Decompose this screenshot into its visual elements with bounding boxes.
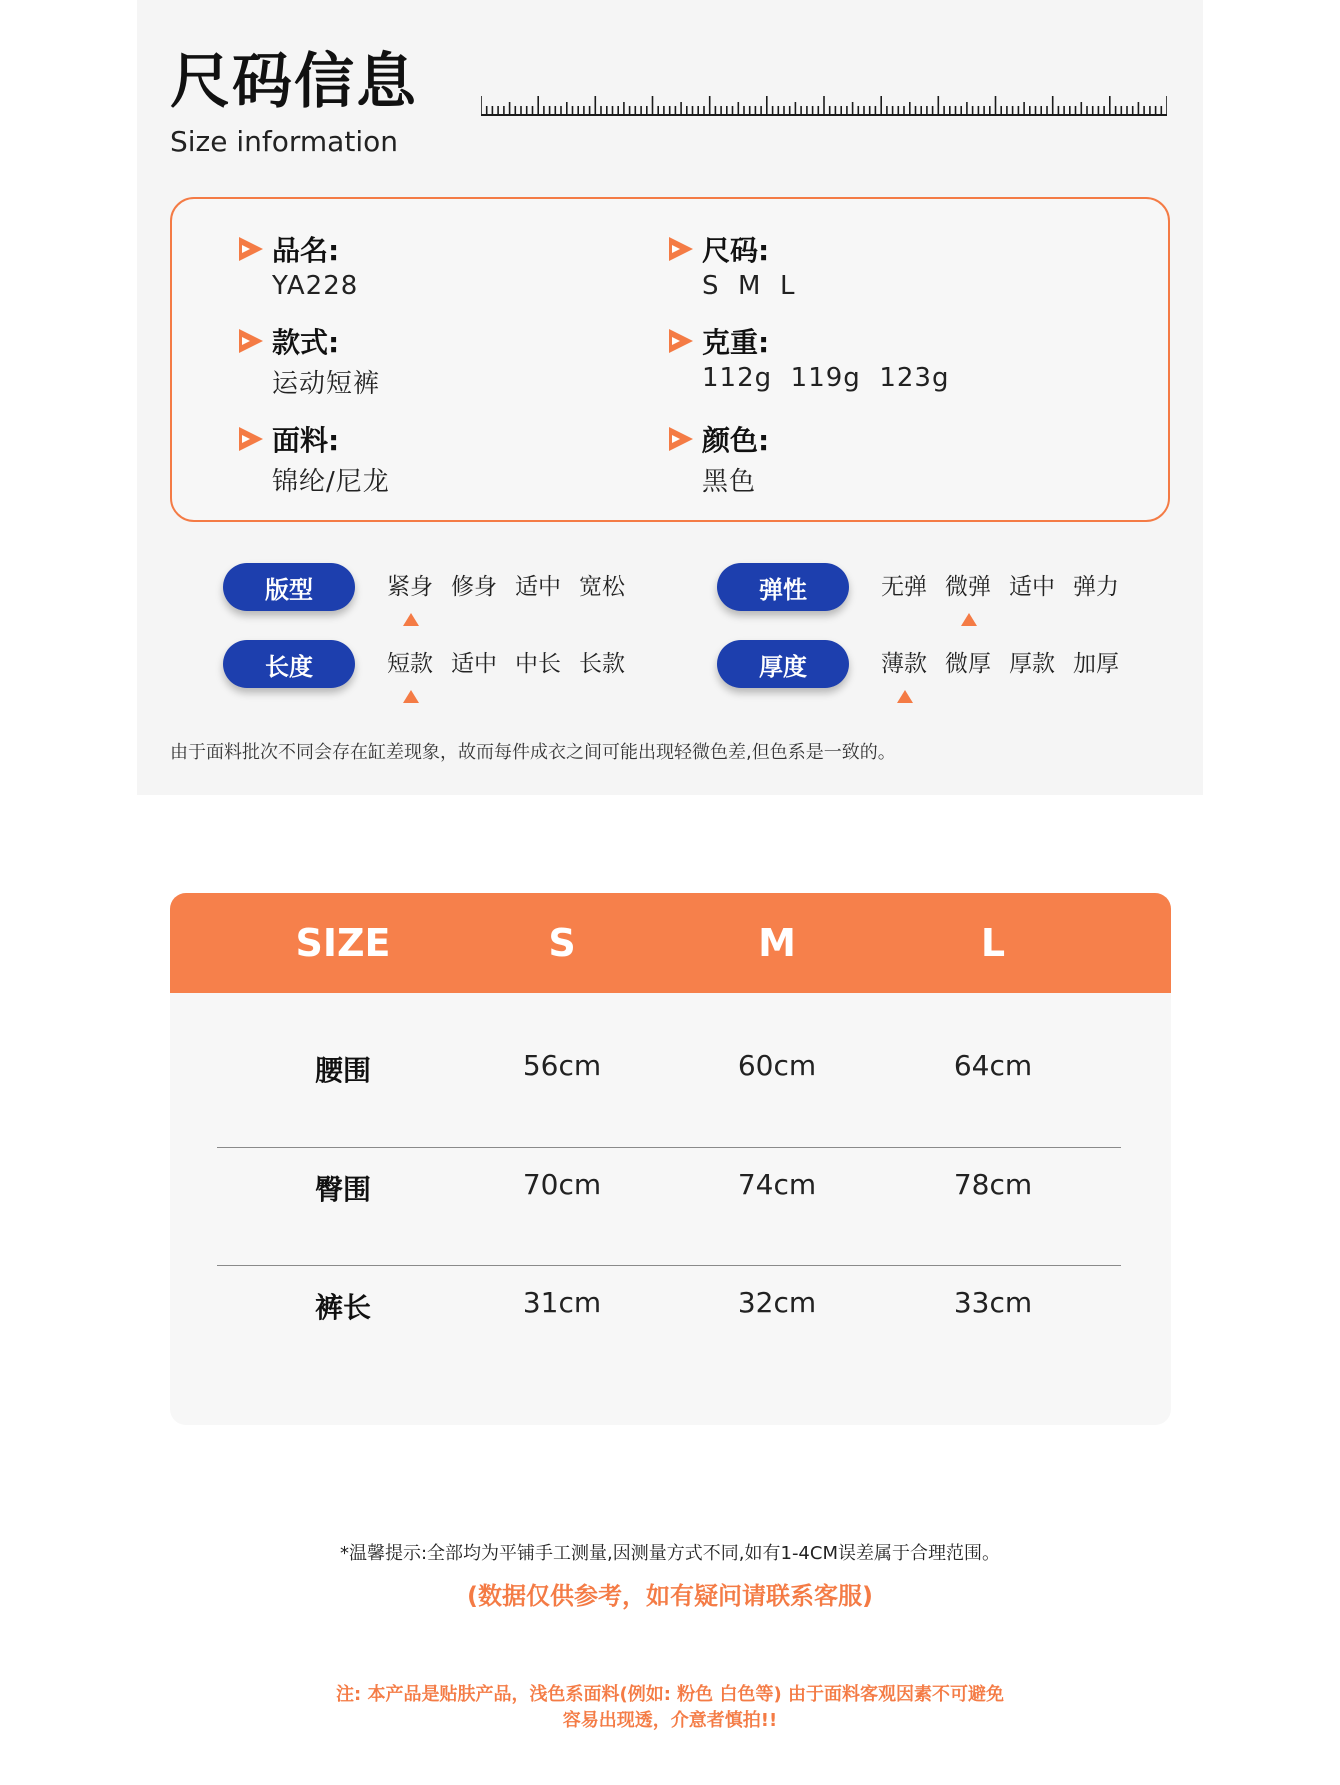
header-l: L: [980, 921, 1006, 965]
header-size: SIZE: [295, 921, 391, 965]
cell-s: 31cm: [522, 1286, 602, 1319]
attr-elasticity: [717, 563, 1119, 611]
spec-style-value: 运动短裤: [272, 369, 381, 399]
page-subtitle: Size information: [170, 125, 398, 158]
cell-m: 74cm: [737, 1168, 817, 1201]
fit-pill: 版型: [223, 563, 355, 611]
warning-line-1: 注: 本产品是贴肤产品，浅色系面料(例如: 粉色 白色等) 由于面料客观因素不可避免: [336, 1684, 1004, 1705]
attribute-option: 加厚: [1073, 651, 1119, 677]
selected-marker-icon: [897, 690, 913, 703]
length-pill: 长度: [223, 640, 355, 688]
attribute-option: 宽松: [579, 574, 625, 600]
attr-thickness: [717, 640, 1119, 688]
size-table-header: [170, 893, 1171, 993]
spec-name-label: 品名:: [272, 234, 340, 267]
attr-length: [223, 640, 625, 688]
attribute-option: 长款: [579, 651, 625, 677]
attribute-option: 弹力: [1073, 574, 1119, 600]
play-arrow-icon: [236, 234, 266, 264]
spec-style: [236, 323, 596, 400]
spec-color-label: 颜色:: [702, 424, 770, 457]
spec-size: [666, 231, 1026, 301]
cell-m: 60cm: [737, 1049, 817, 1082]
attribute-option: 适中: [1009, 574, 1055, 600]
play-arrow-icon: [666, 326, 696, 356]
warning-line-2: 容易出现透，介意者慎拍!!: [562, 1710, 778, 1731]
selected-marker-icon: [961, 613, 977, 626]
attribute-option: 紧身: [387, 563, 433, 611]
color-difference-note: 由于面料批次不同会存在缸差现象，故而每件成衣之间可能出现轻微色差,但色系是一致的。: [170, 742, 896, 763]
spec-weight-label: 克重:: [702, 326, 770, 359]
row-name: 臀围: [314, 1173, 371, 1206]
spec-size-label: 尺码:: [702, 234, 770, 267]
spec-size-value: S M L: [702, 271, 796, 301]
size-table: [170, 893, 1171, 1425]
spec-name: [236, 231, 596, 301]
page-title: 尺码信息: [170, 47, 418, 117]
attribute-option: 微厚: [945, 651, 991, 677]
cell-l: 78cm: [953, 1168, 1033, 1201]
selected-marker-icon: [403, 690, 419, 703]
spec-box: [170, 197, 1170, 522]
elasticity-pill: 弹性: [717, 563, 849, 611]
attribute-option: 中长: [515, 651, 561, 677]
ruler-decoration: [481, 86, 1167, 116]
cell-s: 70cm: [522, 1168, 602, 1201]
header-m: M: [758, 921, 796, 965]
table-row: [170, 1130, 1171, 1248]
thickness-pill: 厚度: [717, 640, 849, 688]
attribute-option: 修身: [451, 574, 497, 600]
spec-name-value: YA228: [272, 271, 359, 301]
attribute-option: 适中: [451, 651, 497, 677]
play-arrow-icon: [666, 424, 696, 454]
reference-note: (数据仅供参考，如有疑问请联系客服): [467, 1582, 873, 1610]
cell-s: 56cm: [522, 1049, 602, 1082]
attribute-option: 薄款: [881, 640, 927, 688]
info-panel: [137, 0, 1203, 795]
spec-color: [666, 421, 1026, 498]
attribute-option: 适中: [515, 574, 561, 600]
cell-l: 64cm: [953, 1049, 1033, 1082]
spec-fabric-value: 锦纶/尼龙: [272, 467, 390, 497]
cell-l: 33cm: [953, 1286, 1033, 1319]
attribute-option: 微弹: [945, 563, 991, 611]
spec-weight: [666, 323, 1026, 393]
attribute-option: 厚款: [1009, 651, 1055, 677]
cell-m: 32cm: [737, 1286, 817, 1319]
play-arrow-icon: [666, 234, 696, 264]
spec-fabric-label: 面料:: [272, 424, 340, 457]
spec-weight-value: 112g 119g 123g: [702, 363, 950, 393]
spec-fabric: [236, 421, 596, 498]
play-arrow-icon: [236, 326, 266, 356]
spec-style-label: 款式:: [272, 326, 340, 359]
measurement-tip: *温馨提示:全部均为平铺手工测量,因测量方式不同,如有1-4CM误差属于合理范围。: [339, 1543, 1000, 1564]
row-name: 腰围: [314, 1054, 371, 1087]
attribute-option: 短款: [387, 640, 433, 688]
attribute-option: 无弹: [881, 574, 927, 600]
attr-fit: [223, 563, 625, 611]
spec-color-value: 黑色: [702, 467, 757, 497]
table-row: [170, 1248, 1171, 1366]
play-arrow-icon: [236, 424, 266, 454]
table-row: [170, 1011, 1171, 1129]
selected-marker-icon: [403, 613, 419, 626]
row-name: 裤长: [314, 1291, 371, 1324]
header-s: S: [548, 921, 576, 965]
